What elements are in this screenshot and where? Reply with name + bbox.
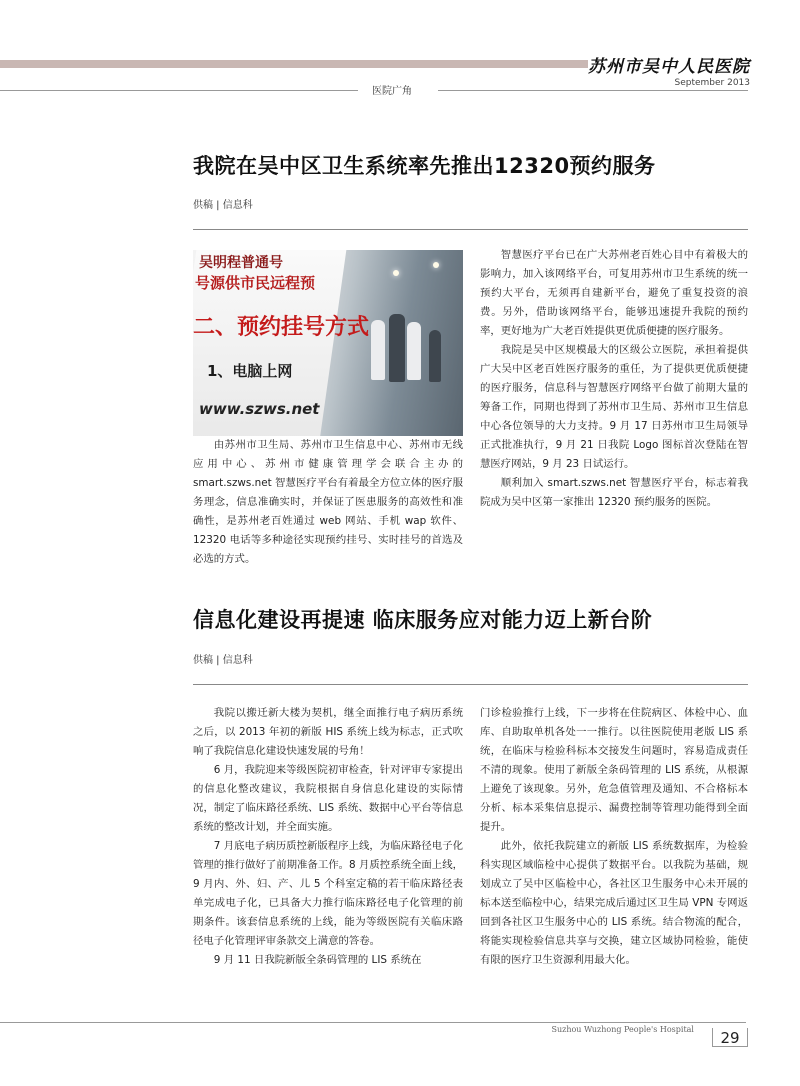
- paragraph: 此外，依托我院建立的新版 LIS 系统数据库，为检验科实现区域临检中心提供了数据平台。以我院为基础，规划成立了吴中区临检中心，各社区卫生服务中心未开展的标本送至临检中心，结果完成后通过区卫生局 VPN 专网返回到各社区卫生服务中心的 LIS 系统。结合物流的配合，将能实现检验信息共享与交换，建立区域协同检验，能使有限的医疗卫生资源利用最大化。: [480, 840, 748, 966]
- page-number: 29: [720, 1029, 740, 1047]
- paragraph: 6 月，我院迎来等级医院初审检查，针对评审专家提出的信息化整改建议，我院根据自身信息化建设的实际情况，制定了临床路径系统、LIS 系统、数据中心平台等信息系统的整改计划，并全面实施。: [193, 764, 463, 833]
- section-label: 医院广角: [372, 86, 412, 97]
- article1-left-column: [193, 436, 463, 569]
- article2-left-column: [193, 704, 463, 970]
- article1-title: 我院在吴中区卫生系统率先推出12320预约服务: [193, 154, 656, 178]
- sign-text: www.szws.net: [199, 400, 320, 418]
- paragraph: 7 月底电子病历质控新版程序上线，为临床路径电子化管理的推行做好了前期准备工作。8 月质控系统全面上线，9 月内、外、妇、产、儿 5 个科室定稿的若干临床路径表单完成电子化，已具备大力推行临床路径电子化管理的前期条件。该套信息系统的上线，能为等级医院有关临床路径电子化管理评审条款交上满意的答卷。: [193, 840, 463, 947]
- paragraph: 门诊检验推行上线，下一步将在住院病区、体检中心、血库、自助取单机各处一一推行。以往医院使用老版 LIS 系统，在临床与检验科标本交接发生问题时，容易造成责任不清的现象。使用了新版全条码管理的 LIS 系统，从根源上避免了该现象。另外，危急值管理及通知、不合格标本分析、标本采集信息提示、漏费控制等管理功能得到全面提升。: [480, 707, 748, 833]
- footer-rule: [0, 1022, 746, 1023]
- article2-right-column: [480, 704, 748, 970]
- sign-text: 二、预约挂号方式: [193, 315, 370, 340]
- article2-byline: 供稿 | 信息科: [193, 655, 253, 666]
- header-color-bar: [0, 60, 588, 68]
- section-divider-right: [438, 90, 748, 91]
- issue-date: September 2013: [674, 78, 750, 88]
- background-person: [407, 322, 421, 380]
- paragraph: 我院以搬迁新大楼为契机，继全面推行电子病历系统之后，以 2013 年初的新版 HIS 系统上线为标志，正式吹响了我院信息化建设快速发展的号角！: [193, 707, 463, 757]
- footer-publication: Suzhou Wuzhong People's Hospital: [551, 1025, 694, 1034]
- ceiling-light: [433, 262, 439, 268]
- paragraph: 由苏州市卫生局、苏州市卫生信息中心、苏州市无线应用中心、苏州市健康管理学会联合主办的 smart.szws.net 智慧医疗平台有着最全方位立体的医疗服务理念，信息准确实时，并保证了医患服务的高效性和准确性，是苏州老百姓通过 web 网站、手机 wap 软件、12320 电话等多种途径实现预约挂号、实时挂号的首选及必选的方式。: [193, 439, 463, 565]
- sign-text: 吴明程普通号: [199, 255, 283, 271]
- article1-rule: [193, 229, 748, 230]
- background-person: [371, 320, 385, 380]
- sign-text: 号源供市民远程预: [195, 274, 316, 292]
- hospital-name: 苏州市吴中人民医院: [588, 57, 750, 77]
- background-person: [429, 330, 441, 382]
- article2-rule: [193, 684, 748, 685]
- background-person: [389, 314, 405, 382]
- registration-sign-photo: [193, 250, 463, 436]
- sign-text: 1、电脑上网: [207, 362, 293, 380]
- article1-byline: 供稿 | 信息科: [193, 200, 253, 211]
- section-divider-left: [0, 90, 358, 91]
- article2-title: 信息化建设再提速 临床服务应对能力迈上新台阶: [193, 608, 653, 632]
- paragraph: 智慧医疗平台已在广大苏州老百姓心目中有着极大的影响力，加入该网络平台，可复用苏州市卫生系统的统一预约大平台，无须再自建新平台，避免了重复投资的浪费。另外，借助该网络平台，能够迅速提升我院的预约率，更好地为广大老百姓提供更优质便捷的医疗服务。: [480, 249, 748, 337]
- ceiling-light: [393, 270, 399, 276]
- paragraph: 9 月 11 日我院新版全条码管理的 LIS 系统在: [213, 954, 422, 966]
- article1-right-column: [480, 246, 748, 512]
- paragraph: 顺利加入 smart.szws.net 智慧医疗平台，标志着我院成为吴中区第一家推出 12320 预约服务的医院。: [480, 477, 748, 508]
- paragraph: 我院是吴中区规模最大的区级公立医院，承担着提供广大吴中区老百姓医疗服务的重任，为了提供更优质便捷的医疗服务，信息科与智慧医疗网络平台做了前期大量的筹备工作，同期也得到了苏州市卫生局、苏州市卫生信息中心各位领导的大力支持。9 月 17 日苏州市卫生局领导正式批准执行，9 月 21 日我院 Logo 图标首次登陆在智慧医疗网站，9 月 23 日试运行。: [480, 344, 748, 470]
